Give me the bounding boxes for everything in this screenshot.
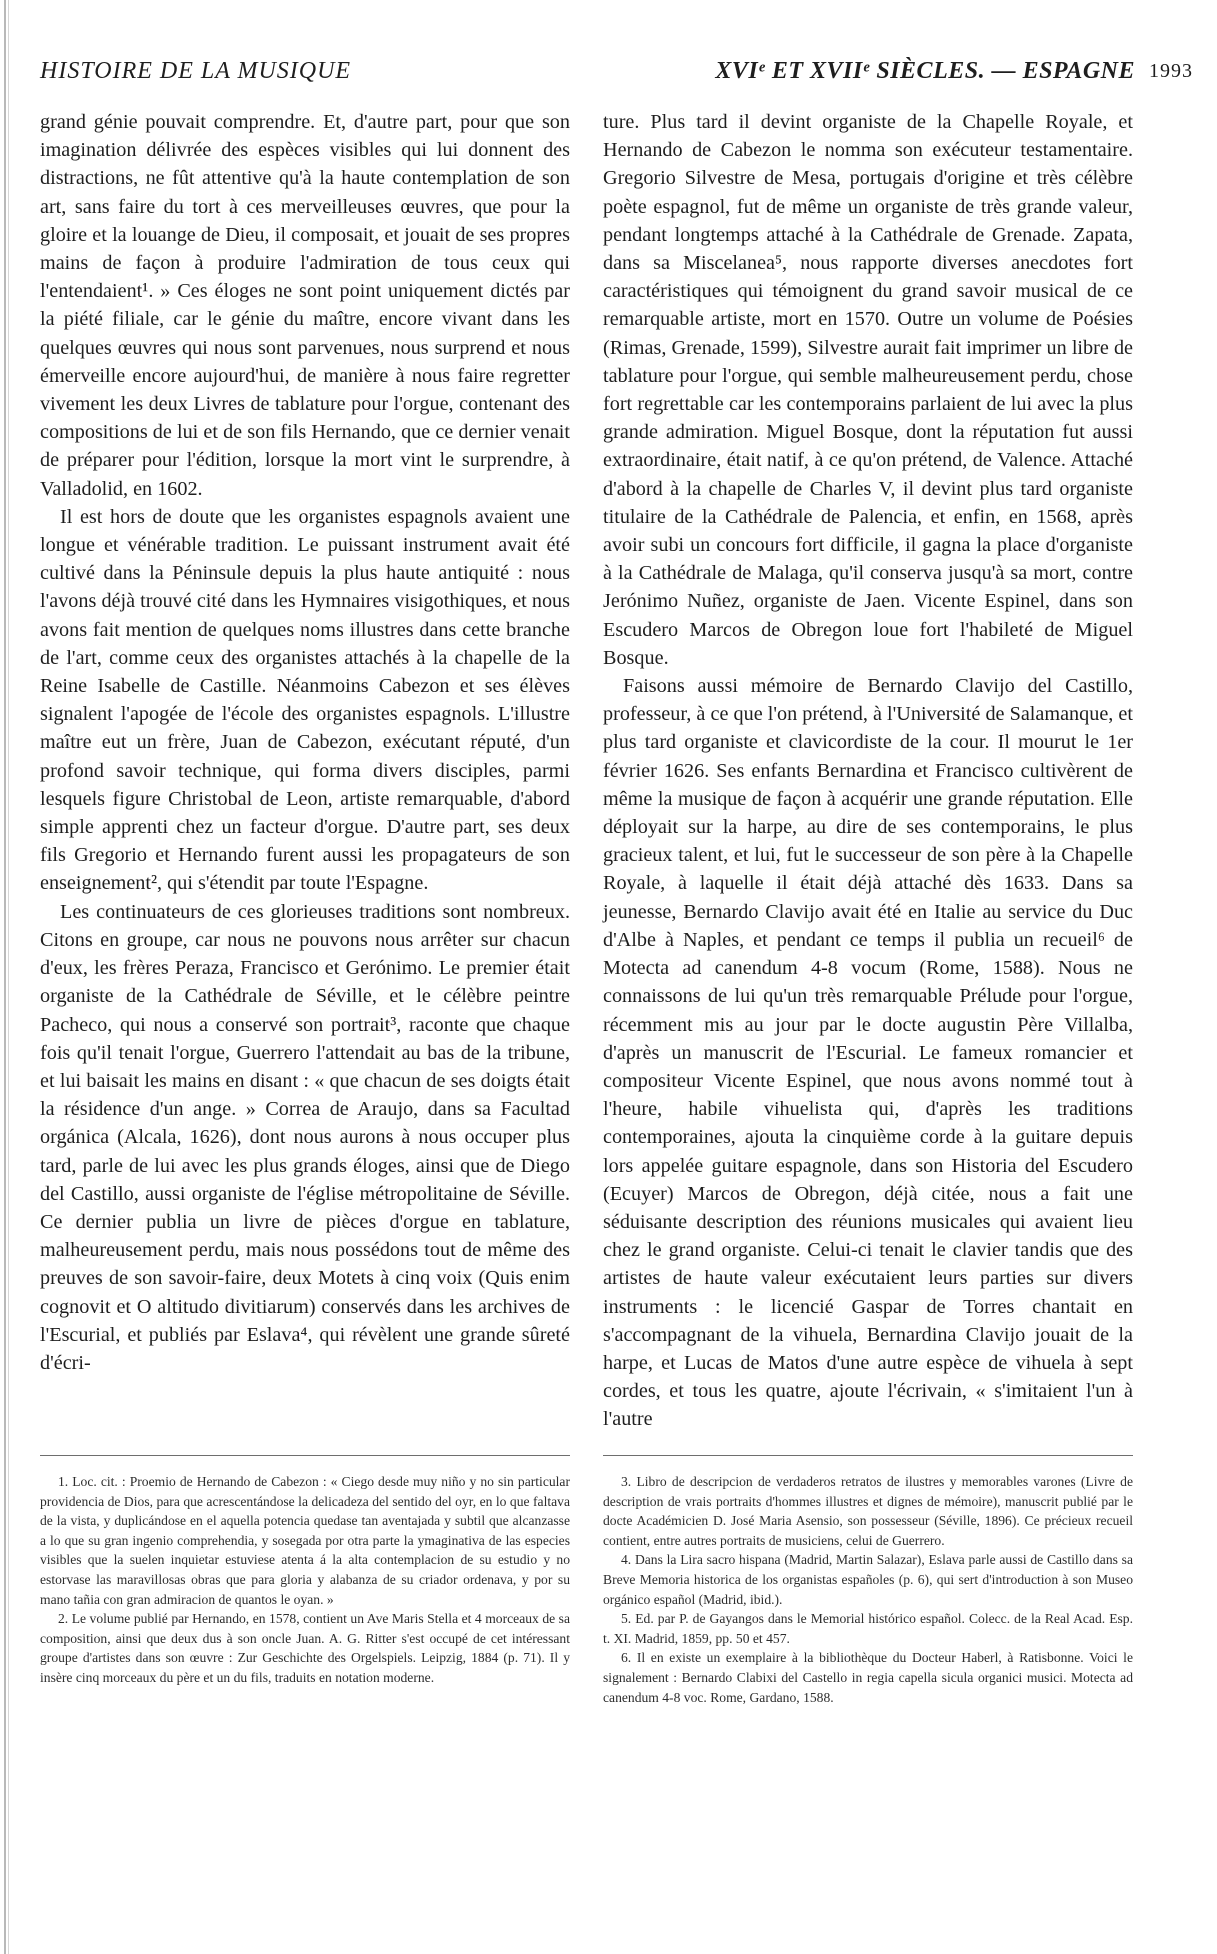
footnote: 6. Il en existe un exemplaire à la bibliothèque du Docteur Haberl, à Ratisbonne. Voici le signalement : Bernardo Clabixi del Castello in regia capella sicula organici musici. Motecta ad canendum 4-8 voc. Rome, Gardano, 1588.	[603, 1650, 1133, 1705]
footnote-rule	[40, 1455, 570, 1456]
footnote-rule	[603, 1455, 1133, 1456]
footnotes-left	[40, 1472, 570, 1688]
footnote: 1. Loc. cit. : Proemio de Hernando de Cabezon : « Ciego desde muy niño y no sin particular providencia de Dios, para que acrescentándose la delicadeza del sentido del oyr, en lo que faltava de la vista, y duplicándose en el aquella potencia quedase tan aventajada y subtil que alcanzasse a lo que su gran ingenio comprehendia, y sosegada por otra parte la ymaginativa de las especies visibles que la suelen inquietar estuviese atenta á la alta contemplacion de su estudio y no estorvase las maravillosas obras que para gloria y alabanza de su criador ordenava, y por su mano tañia con gran admiracion de quantos le oyan. »	[40, 1474, 570, 1607]
paragraph: grand génie pouvait comprendre. Et, d'autre part, pour que son imagination délivrée des espèces visibles qui lui donnent des distractions, ne fût attentive qu'à la haute contemplation de son art, sans faire du tort à ces merveilleuses œuvres, que pour la gloire et la louange de Dieu, il composait, et jouait de ses propres mains de façon à produire l'admiration de tous ceux qui l'entendaient¹. » Ces éloges ne sont point uniquement dictés par la piété filiale, car le génie du maître, encore vivant dans les quelques œuvres qui nous sont parvenues, nous surprend et nous émerveille encore aujourd'hui, de manière à nous faire regretter vivement les deux Livres de tablature pour l'orgue, contenant des compositions de lui et de son fils Hernando, que ce dernier venait de préparer pour l'édition, lorsque la mort vint le surprendre, à Valladolid, en 1602.	[40, 111, 570, 500]
running-head-right: XVIᵉ ET XVIIᵉ SIÈCLES. — ESPAGNE	[715, 58, 1135, 84]
binding-edge	[4, 0, 6, 1954]
binding-edge-shadow	[8, 0, 9, 1954]
footnote: 4. Dans la Lira sacro hispana (Madrid, Martin Salazar), Eslava parle aussi de Castillo dans sa Breve Memoria historica de los organistas españoles (p. 6), qui sert d'introduction à son Museo orgánico español (Madrid, ibid.).	[603, 1552, 1133, 1607]
footnote: 3. Libro de descripcion de verdaderos retratos de ilustres y memorables varones (Livre de description de vrais portraits d'hommes illustres et dignes de mémoire), manuscrit publié par le docte Académicien D. José Maria Asensio, son possesseur (Séville, 1896). Ce précieux recueil contient, entre autres portraits de musiciens, celui de Guerrero.	[603, 1474, 1133, 1548]
footnote: 2. Le volume publié par Hernando, en 1578, contient un Ave Maris Stella et 4 morceaux de sa composition, ainsi que deux dus à son oncle Juan. A. G. Ritter s'est occupé de cet intéressant groupe d'artistes dans son œuvre : Zur Geschichte des Orgelspiels. Leipzig, 1884 (p. 71). Il y insère cinq morceaux du père et un du fils, traduits en notation moderne.	[40, 1611, 570, 1685]
text-column-right	[603, 108, 1133, 1434]
footnote: 5. Ed. par P. de Gayangos dans le Memorial histórico español. Colecc. de la Real Acad. Esp. t. XI. Madrid, 1859, pp. 50 et 457.	[603, 1611, 1133, 1646]
page-number: 1993	[1149, 60, 1193, 82]
paragraph: Les continuateurs de ces glorieuses traditions sont nombreux. Citons en groupe, car nous ne pouvons nous arrêter sur chacun d'eux, les frères Peraza, Francisco et Gerónimo. Le premier était organiste de la Cathédrale de Séville, et le célèbre peintre Pacheco, qui nous a conservé son portrait³, raconte que chaque fois qu'il tenait l'orgue, Guerrero l'attendait au bas de la tribune, et lui baisait les mains en disant : « que chacun de ses doigts était la résidence d'un ange. » Correa de Araujo, dans sa Facultad orgánica (Alcala, 1626), dont nous aurons à nous occuper plus tard, parle de lui avec les plus grands éloges, ainsi que de Diego del Castillo, aussi organiste de l'église métropolitaine de Séville. Ce dernier publia un livre de pièces d'orgue en tablature, malheureusement perdu, mais nous possédons tout de même des preuves de son savoir-faire, deux Motets à cinq voix (Quis enim cognovit et O altitudo divitiarum) conservés dans les archives de l'Escurial, et publiés par Eslava⁴, qui révèlent une grande sûreté d'écri-	[40, 900, 570, 1374]
paragraph: Faisons aussi mémoire de Bernardo Clavijo del Castillo, professeur, à ce que l'on prétend, à l'Université de Salamanque, et plus tard organiste et clavicordiste de la cour. Il mourut le 1er février 1626. Ses enfants Bernardina et Francisco cultivèrent de même la musique de façon à acquérir une grande réputation. Elle déployait sur la harpe, au dire de ses contemporains, le plus gracieux talent, et lui, fut le successeur de son père à la Chapelle Royale, à laquelle il était déjà attaché dès 1633. Dans sa jeunesse, Bernardo Clavijo avait été en Italie au service du Duc d'Albe à Naples, et pendant ce temps il publia un recueil⁶ de Motecta ad canendum 4-8 vocum (Rome, 1588). Nous ne connaissons de lui qu'un très remarquable Prélude pour l'orgue, récemment mis au jour par le docte augustin Père Villalba, d'après un manuscrit de l'Escurial. Le fameux romancier et compositeur Vicente Espinel, que nous avons nommé tout à l'heure, habile vihuelista qui, d'après les traditions contemporaines, ajouta la cinquième corde à la guitare depuis lors appelée guitare espagnole, dans son Historia del Escudero (Ecuyer) Marcos de Obregon, déjà citée, nous a fait une séduisante description des réunions musicales qui avaient lieu chez le grand organiste. Celui-ci tenait le clavier tandis que des artistes de haute valeur exécutaient leurs parties sur divers instruments : le licencié Gaspar de Torres chantait en s'accompagnant de la vihuela, Bernardina Clavijo jouait de la harpe, et Lucas de Matos d'une autre espèce de vihuela à sept cordes, et tous les quatre, ajoute l'écrivain, « s'imitaient l'un à l'autre	[603, 675, 1133, 1431]
paragraph: Il est hors de doute que les organistes espagnols avaient une longue et vénérable tradition. Le puissant instrument avait été cultivé dans la Péninsule depuis la plus haute antiquité : nous l'avons déjà trouvé cité dans les Hymnaires visigothiques, et nous avons fait mention de quelques noms illustres dans cette branche de l'art, comme ceux des organistes attachés à la chapelle de la Reine Isabelle de Castille. Néanmoins Cabezon et ses élèves signalent l'apogée de l'école des organistes espagnols. L'illustre maître eut un frère, Juan de Cabezon, exécutant réputé, d'un profond savoir technique, qui forma divers disciples, parmi lesquels figure Christobal de Leon, artiste remarquable, d'abord simple apprenti chez un facteur d'orgue. D'autre part, ses deux fils Gregorio et Hernando furent aussi les propagateurs de son enseignement², qui s'étendit par toute l'Espagne.	[40, 505, 570, 895]
running-head-left: HISTOIRE DE LA MUSIQUE	[40, 58, 352, 84]
paragraph: ture. Plus tard il devint organiste de la Chapelle Royale, et Hernando de Cabezon le nomma son exécuteur testamentaire. Gregorio Silvestre de Mesa, portugais d'origine et très célèbre poète espagnol, fut de même un organiste de très grande valeur, pendant longtemps attaché à la Cathédrale de Grenade. Zapata, dans sa Miscelanea⁵, nous rapporte diverses anecdotes fort caractéristiques qui témoignent du grand savoir musical de ce remarquable artiste, mort en 1570. Outre un volume de Poésies (Rimas, Grenade, 1599), Silvestre aurait fait imprimer un libre de tablature pour l'orgue, qui semble malheureusement perdu, chose fort regrettable car les contemporains parlaient de lui avec la plus grande admiration. Miguel Bosque, dont la réputation fut aussi extraordinaire, était natif, à ce qu'on prétend, de Valence. Attaché d'abord à la chapelle de Charles V, il devint plus tard organiste titulaire de la Cathédrale de Palencia, et enfin, en 1568, après avoir subi un concours fort difficile, il gagna la place d'organiste à la Cathédrale de Malaga, qu'il conserva jusqu'à sa mort, contre Jerónimo Nuñez, organiste de Jaen. Vicente Espinel, dans son Escudero Marcos de Obregon loue fort l'habileté de Miguel Bosque.	[603, 111, 1133, 669]
text-column-left	[40, 108, 570, 1377]
footnotes-right	[603, 1472, 1133, 1707]
